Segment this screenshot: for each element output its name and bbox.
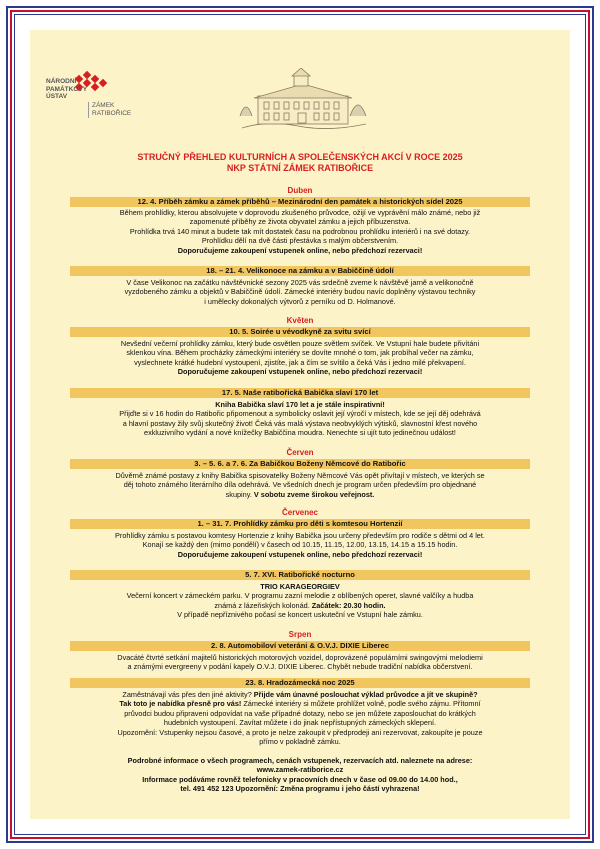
month-heading-cerven: Červen — [286, 448, 314, 457]
event-description: V čase Velikonoc na začátku návštěvnické sezony 2025 vás srdečně zveme k návštěvě jarně a velikonočně vyzdobeného zámku a objektů v Babiččině údolí. Zámecké interiéry budou navíc doplněny výstavou techniky i umělecky dokonalých výtvorů z perníku od D. Holmanové. — [124, 278, 476, 306]
logo-divider — [88, 102, 89, 118]
castle-illustration-icon — [238, 68, 370, 140]
month-heading-cervenec: Červenec — [281, 508, 319, 517]
month-heading-srpen: Srpen — [288, 630, 312, 639]
event-description: Kniha Babička slaví 170 let a je stále inspirativní! Přijďte si v 16 hodin do Ratibořic připomenout a symbolicky oslavit její výročí v místech, kde se její děj odehrává a hlavní postavy žily svůj skutečný život! Čeká vás malá výstava neobvyklých výtisků, slavnostní křest nového exkluzivního vydání a nové knížečky Babiččina moudra. Nenechte si ujít tuto jedinečnou událost! — [119, 400, 481, 438]
event-heading: 12. 4. Příběh zámku a zámek příběhů – Mezinárodní den památek a historických sídel 2025 — [137, 197, 463, 206]
website-link[interactable]: www.zamek-ratiborice.cz — [256, 765, 344, 775]
footer-info: Podrobné informace o všech programech, cenách vstupenek, rezervacích atd. naleznete na adrese: www.zamek-ratiborice.cz Informace podáváme rovněž telefonicky v pracovních dnech v čase od 09.00 do 14.00 hod., tel. 491 452 123 Upozornění: Změna programu i jeho částí vyhrazena! — [66, 756, 534, 794]
month-heading-duben: Duben — [287, 186, 313, 195]
event-description: Důvěrně známé postavy z knihy Babička spisovatelky Boženy Němcové Vás opět přivítají v místech, ve kterých se děj tohoto známého literárního díla odehrává. Ve všedních dnech je program určen především pro objednané skupiny. V sobotu zveme širokou veřejnost. — [115, 471, 485, 499]
logo-site-text: ZÁMEK RATIBOŘICE — [92, 102, 132, 117]
event-description: Nevšední večerní prohlídky zámku, který bude osvětlen pouze světlem svíček. Ve Vstupní hale budete přivítáni sklenkou vína. Během procházky zámeckými interiéry se dovíte mnohé o tom, jak probíhal večer na zámku, vyslechnete krátké hudební vystoupení, zjistíte, jak a čím se svítilo a čeká Vás i jedno milé překvapení. Doporučujeme zakoupení vstupenek online, nebo předchozí rezervaci! — [120, 339, 480, 377]
event-heading: 3. – 5. 6. a 7. 6. Za Babičkou Boženy Němcové do Ratibořic — [194, 459, 406, 468]
event-description: Zaměstnávají vás přes den jiné aktivity? Přijde vám únavné poslouchat výklad průvodce a jít ve skupině? Tak toto je nabídka přesně pro vás! Zámecké interiéry si můžete prohlížet volně, podle svého zájmu. Přítomní průvodci budou připraveni odpovídat na vaše případné dotazy, nebo se jen můžete zaposlouchat do krátkých hudebních vystoupení. Zavítat můžete i do jinak nepřístupných zámeckých sklepení. Upozornění: Vstupenky nejsou časové, a proto je nelze zakoupit v předprodeji ani rezervovat, zakoupíte je pouze přímo v pokladně zámku. — [117, 690, 483, 747]
event-heading: 23. 8. Hradozámecká noc 2025 — [245, 678, 355, 687]
page-title: STRUČNÝ PŘEHLED KULTURNÍCH A SPOLEČENSKÝCH AKCÍ V ROCE 2025 NKP STÁTNÍ ZÁMEK RATIBOŘICE — [137, 152, 463, 173]
event-heading: 5. 7. XVI. Ratibořické nocturno — [245, 570, 355, 579]
event-description: TRIO KARAGEORGIEV Večerní koncert v zámeckém parku. V programu zazní melodie z oblíbených operet, slavné valčíky a hudba známá z lázeňských kolonád. Začátek: 20.30 hodin. V případě nepříznivého počasí se koncert uskuteční ve Vstupní hale zámku. — [126, 582, 474, 620]
event-heading: 10. 5. Soirée u vévodkyně za svitu svící — [229, 327, 371, 336]
event-heading: 17. 5. Naše ratibořická Babička slaví 170 let — [221, 388, 379, 397]
event-description: Prohlídky zámku s postavou komtesy Hortenzie z knihy Babička jsou určeny především pro rodiče s dětmi od 4 let. Konají se každý den (mimo pondělí) v časech od 10.15, 11.15, 12.00, 13.15, 14.15 a 15.15 hodin. Doporučujeme zakoupení vstupenek online, nebo předchozí rezervaci! — [115, 531, 485, 559]
logo-brand-text: NÁRODNÍ PAMÁTKOVÝ ÚSTAV — [46, 78, 88, 100]
poster-page — [30, 30, 570, 819]
event-heading: 2. 8. Automobiloví veteráni & O.V.J. DIXIE Liberec — [211, 641, 389, 650]
event-heading: 18. – 21. 4. Velikonoce na zámku a v Babiččině údolí — [206, 266, 394, 275]
event-description: Během prohlídky, kterou absolvujete v doprovodu zkušeného průvodce, ožijí ve vyprávění málo známé, nebo již zapomenuté příběhy ze života obyvatel zámku a jejich příbuzenstva. Prohlídka trvá 140 minut a budete tak mít dostatek času na podrobnou prohlídku interiérů i na své dotazy. Prohlídku dělí na dvě části přestávka s malým občerstvením. Doporučujeme zakoupení vstupenek online, nebo předchozí rezervaci! — [119, 208, 481, 255]
event-heading: 1. – 31. 7. Prohlídky zámku pro děti s komtesou Hortenzií — [197, 519, 403, 528]
month-heading-kveten: Květen — [286, 316, 314, 325]
event-description: Dvacáté čtvrté setkání majitelů historických motorových vozidel, doprovázené populárními swingovými melodiemi a známými evergreeny v podání kapely O.V.J. DIXIE Liberec. Chybět nebude tradiční nabídka občerstvení. — [117, 653, 483, 672]
